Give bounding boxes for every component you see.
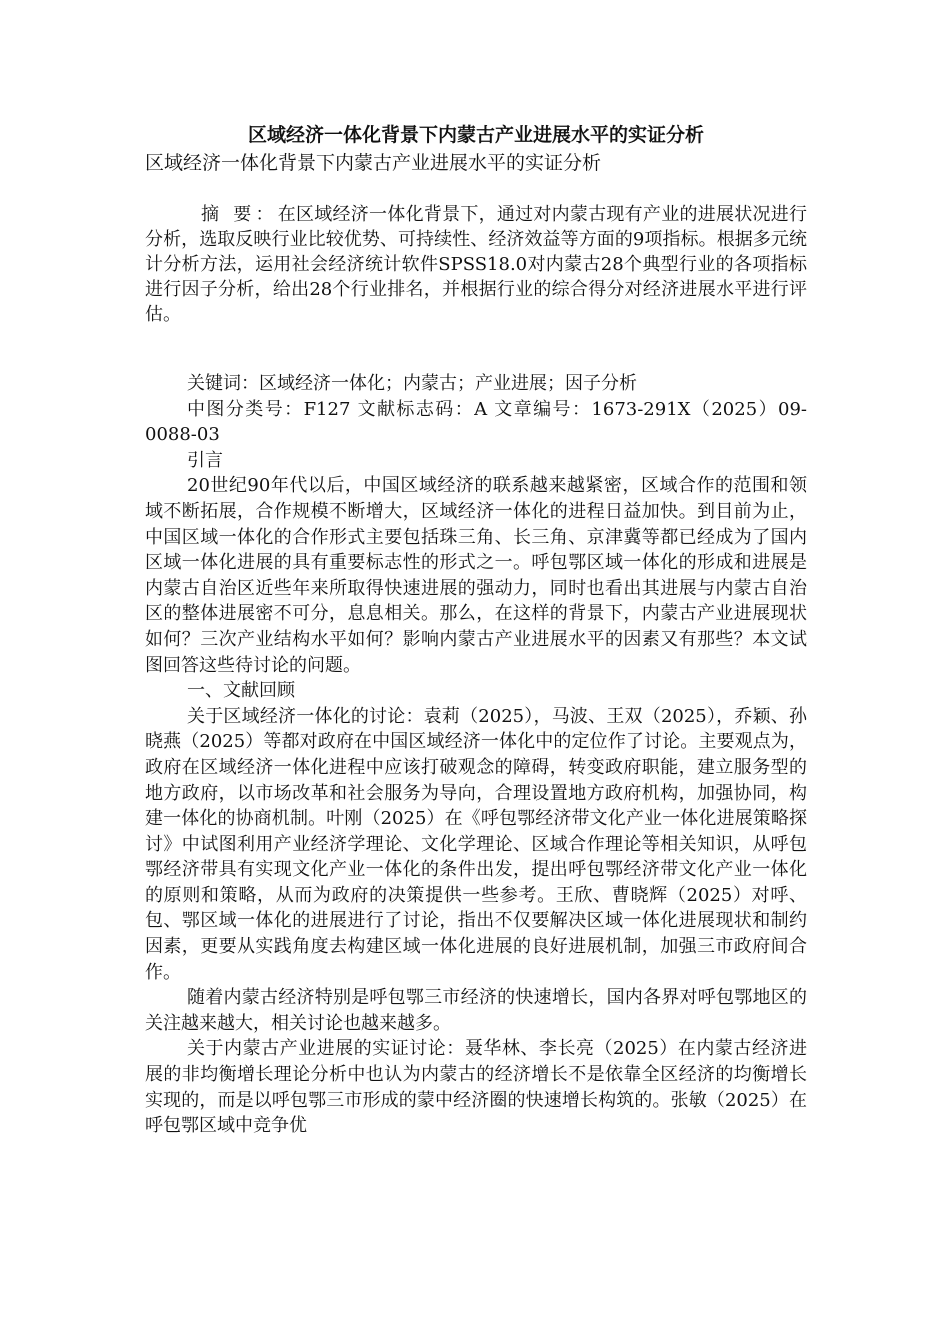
section1-paragraph-2: 随着内蒙古经济特别是呼包鄂三市经济的快速增长，国内各界对呼包鄂地区的关注越来越大，相关讨论也越来越多。 xyxy=(145,987,807,1034)
intro-heading: 引言 xyxy=(187,449,223,471)
abstract-label: 摘 要： xyxy=(201,204,278,225)
section1-heading: 一、文献回顾 xyxy=(187,680,295,702)
abstract-paragraph xyxy=(145,202,807,327)
document-subtitle: 区域经济一体化背景下内蒙古产业进展水平的实证分析 xyxy=(145,152,602,174)
document-body xyxy=(145,120,807,1139)
intro-paragraph: 20世纪90年代以后，中国区域经济的联系越来越紧密，区域合作的范围和领域不断拓展，合作规模不断增大，区域经济一体化的进程日益加快。到目前为止，中国区域一体化的合作形式主要包括珠三角、长三角、京津冀等都已经成为了国内区域一体化进展的具有重要标志性的形式之一。呼包鄂区域一体化的形成和进展是内蒙古自治区近些年来所取得快速进展的强动力，同时也看出其进展与内蒙古自治区的整体进展密不可分，息息相关。那么，在这样的背景下，内蒙古产业进展现状如何？三次产业结构水平如何？影响内蒙古产业进展水平的因素又有那些？本文试图回答这些待讨论的问题。 xyxy=(145,475,807,676)
abstract-text: 在区域经济一体化背景下，通过对内蒙古现有产业的进展状况进行分析，选取反映行业比较优势、可持续性、经济效益等方面的9项指标。根据多元统计分析方法，运用社会经济统计软件SPSS18.0对内蒙古28个典型行业的各项指标进行因子分析，给出28个行业排名，并根据行业的综合得分对经济进展水平进行评估。 xyxy=(145,204,807,325)
keywords-line: 关键词：区域经济一体化；内蒙古；产业进展；因子分析 xyxy=(187,373,637,394)
classification-line: 中图分类号：F127 文献标志码：A 文章编号：1673-291X（2025）09-0088-03 xyxy=(145,398,807,446)
section1-paragraph-3: 关于内蒙古产业进展的实证讨论：聂华林、李长亮（2025）在内蒙古经济进展的非均衡增长理论分析中也认为内蒙古的经济增长不是依靠全区经济的均衡增长实现的，而是以呼包鄂三市形成的蒙中经济圈的快速增长构筑的。张敏（2025）在呼包鄂区域中竞争优 xyxy=(145,1038,807,1137)
document-title: 区域经济一体化背景下内蒙古产业进展水平的实证分析 xyxy=(247,124,704,146)
section1-paragraph-1: 关于区域经济一体化的讨论：袁莉（2025），马波、王双（2025），乔颖、孙晓燕（2025）等都对政府在中国区域经济一体化中的定位作了讨论。主要观点为，政府在区域经济一体化进程中应该打破观念的障碍，转变政府职能，建立服务型的地方政府，以市场改革和社会服务为导向，合理设置地方政府机构，加强协同，构建一体化的协商机制。叶刚（2025）在《呼包鄂经济带文化产业一体化进展策略探讨》中试图利用产业经济学理论、文化学理论、区域合作理论等相关知识，从呼包鄂经济带具有实现文化产业一体化的条件出发，提出呼包鄂经济带文化产业一体化的原则和策略，从而为政府的决策提供一些参考。王欣、曹晓辉（2025）对呼、包、鄂区域一体化的进展进行了讨论，指出不仅要解决区域一体化进展现状和制约因素，更要从实践角度去构建区域一体化进展的良好进展机制，加强三市政府间合作。 xyxy=(145,705,807,983)
